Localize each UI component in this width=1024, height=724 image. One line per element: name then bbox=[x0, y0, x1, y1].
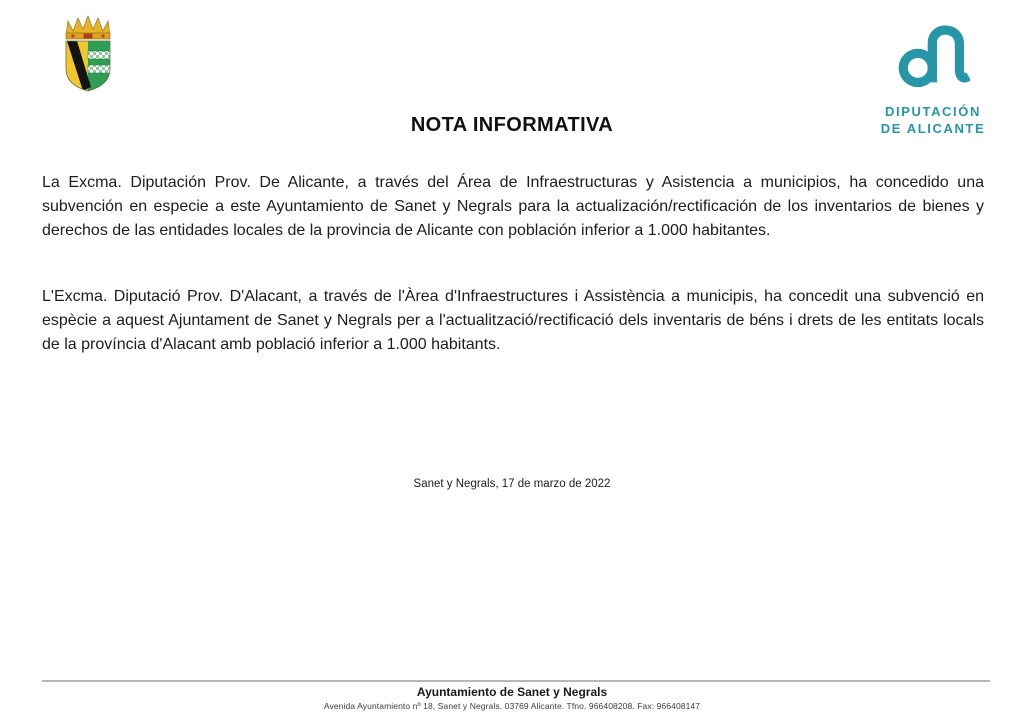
diputacion-logo-line1: DIPUTACIÓN bbox=[885, 104, 981, 119]
paragraph-spanish: La Excma. Diputación Prov. De Alicante, a través del Área de Infraestructuras y Asistencia a municipios, ha concedido una subvención en especie a este Ayuntamiento de Sanet y Negrals para la actualización/rectificación de los inventarios de bienes y derechos de las entidades locales de la provincia de Alicante con población inferior a 1.000 habitantes. bbox=[42, 174, 984, 239]
diputacion-logo-line2: DE ALICANTE bbox=[880, 121, 986, 136]
footer-organization: Ayuntamiento de Sanet y Negrals bbox=[416, 685, 608, 699]
paragraph-valencian: L'Excma. Diputació Prov. D'Alacant, a través de l'Àrea d'Infraestructures i Assistència a municipis, ha concedit una subvenció en espècie a aquest Ajuntament de Sanet y Negrals per a l'actualització/rectificació dels inventaris de béns i drets de les entitats locals de la província d'Alacant amb població inferior a 1.000 habitants. bbox=[42, 288, 984, 353]
footer-divider bbox=[42, 680, 990, 682]
dateline: Sanet y Negrals, 17 de marzo de 2022 bbox=[413, 478, 611, 490]
page-title: NOTA INFORMATIVA bbox=[410, 114, 614, 136]
sanet-y-negrals-coat-of-arms-icon bbox=[54, 13, 122, 93]
diputacion-alicante-dl-icon bbox=[896, 16, 970, 96]
footer-address: Avenida Ayuntamiento nº 18, Sanet y Negrals. 03769 Alicante. Tfno. 966408208. Fax: 966408147 bbox=[323, 701, 701, 711]
